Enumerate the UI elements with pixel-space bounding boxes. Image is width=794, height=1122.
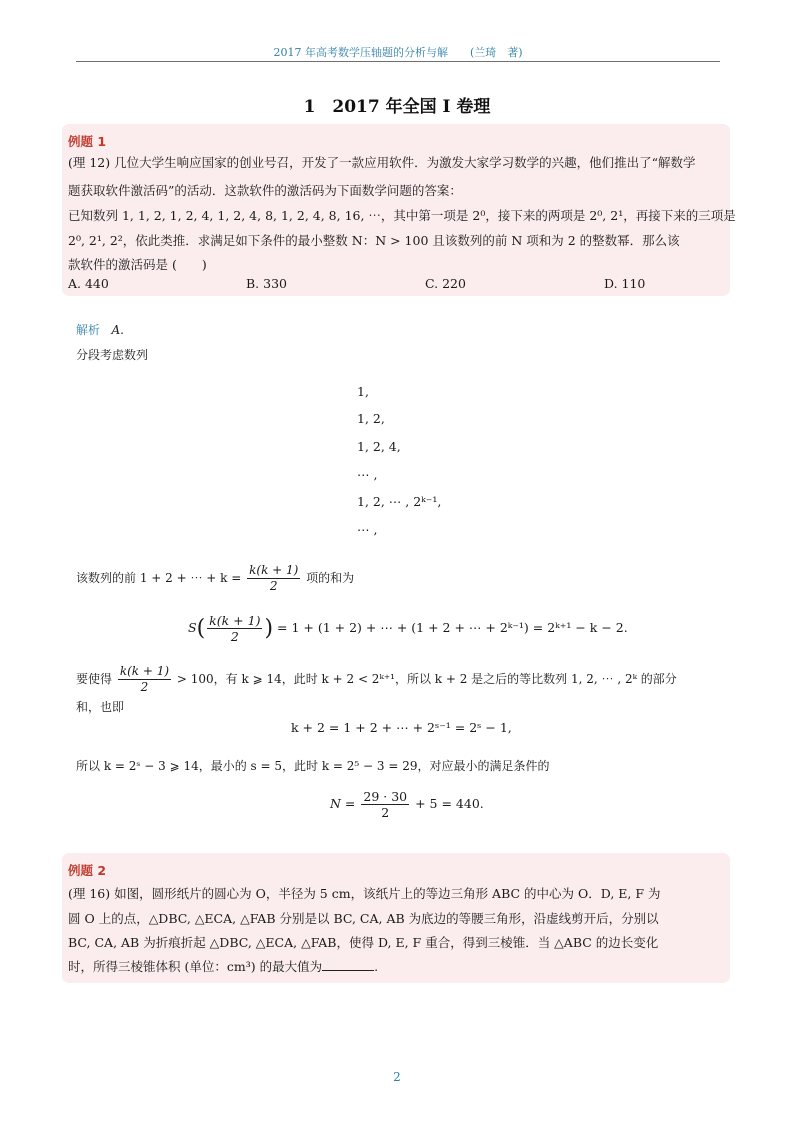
cond-pre: 要使得 [76,672,113,686]
example-1-line: 题获取软件激活码”的活动．这款软件的激活码为下面数学问题的答案： [68,183,462,198]
example-1-line: 2⁰, 2¹, 2²，依此类推．求满足如下条件的最小整数 N：N > 100 且该数列的前 N 项和为 2 的整数幂．那么该 [68,233,680,248]
display-row: 1, 2, ⋯ , 2ᵏ⁻¹, [357,494,442,509]
sum-sentence [76,563,354,594]
header-rule [76,61,720,62]
solution-answer: A. [111,323,124,337]
display-row: ⋯ , [357,522,378,537]
display-row: ⋯ , [357,467,378,482]
display-row: 1, 2, [357,411,385,426]
equation-answer [330,789,484,820]
example-2-line: 圆 O 上的点，△DBC, △ECA, △FAB 分别是以 BC, CA, AB 为底边的等腰三角形，沿虚线剪开后，分别以 [68,911,659,926]
example-2-line: BC, CA, AB 为折痕折起 △DBC, △ECA, △FAB，使得 D, E, F 重合，得到三棱锥．当 △ABC 的边长变化 [68,935,659,950]
fraction-denominator: 2 [140,680,149,694]
display-row: 1, 2, 4, [357,439,401,454]
example-1-line: (理 12) 几位大学生响应国家的创业号召，开发了一款应用软件．为激发大家学习数学的兴趣，他们推出了“解数学 [68,155,696,170]
fraction-denominator: 2 [230,629,239,644]
cond-fraction [118,664,171,695]
fraction-numerator: k(k + 1) [209,613,261,628]
last-line-post: . [374,959,379,974]
sum-sentence-pre: 该数列的前 1 + 2 + ⋯ + k = [76,571,242,585]
option-a: A. 440 [68,276,109,291]
option-b: B. 330 [246,276,287,291]
example-1-box [62,124,736,296]
example-1-line: 已知数列 1, 1, 2, 1, 2, 4, 1, 2, 4, 8, 1, 2, 4, 8, 16, ⋯，其中第一项是 2⁰，接下来的两项是 2⁰, 2¹，再接下来的三项是 [68,208,736,223]
example-2-label: 例题 2 [68,863,107,878]
conclusion-line: 所以 k = 2ˢ − 3 ⩾ 14，最小的 s = 5，此时 k = 2⁵ − 3 = 29，对应最小的满足条件的 [76,759,550,773]
eq1-fraction [207,613,262,644]
condition-sentence [76,664,677,695]
page-number: 2 [393,1070,401,1084]
example-2-line [68,957,378,975]
example-1-label: 例题 1 [68,134,107,149]
fraction-numerator: 29 · 30 [363,789,408,804]
equation-sum: S( $\frac{k(k + 1)}{2}$ ) = 1 + (1 + 2) + ⋯ + (1 + 2 + ⋯ + 2ᵏ⁻¹) = 2ᵏ⁺¹ − k − 2. [188,613,628,644]
option-c: C. 220 [425,276,466,291]
condition-line-2: 和，也即 [76,700,125,714]
sum-fraction [247,563,300,594]
display-row: 1, [357,384,369,399]
answer-blank [322,969,374,971]
fraction-numerator: k(k + 1) [119,664,170,678]
eq3-fraction [361,789,409,820]
fraction-denominator: 2 [269,579,278,593]
equation-geometric-sum: k + 2 = 1 + 2 + ⋯ + 2ˢ⁻¹ = 2ˢ − 1, [291,720,512,735]
eq1-post: = 1 + (1 + 2) + ⋯ + (1 + 2 + ⋯ + 2ᵏ⁻¹) = 2ᵏ⁺¹ − k − 2. [277,620,628,635]
solution-heading [76,321,124,338]
sum-sentence-post: 项的和为 [306,571,355,585]
fraction-denominator: 2 [381,805,390,820]
eq1-pre: S [188,620,197,635]
last-line-pre: 时，所得三棱锥体积 (单位：cm³) 的最大值为 [68,959,323,974]
fraction-numerator: k(k + 1) [249,563,299,577]
example-2-box [62,853,730,983]
solution-label: 解析 [76,323,101,337]
section-title: 1 2017 年全国 I 卷理 [303,97,491,117]
eq3-pre: N = [330,796,356,811]
example-2-line: (理 16) 如图，圆形纸片的圆心为 O，半径为 5 cm，该纸片上的等边三角形 ABC 的中心为 O．D, E, F 为 [68,886,661,901]
running-header: 2017 年高考数学压轴题的分析与解 (兰琦 著) [273,46,523,59]
option-d: D. 110 [604,276,646,291]
example-1-line: 款软件的激活码是 ( ) [68,257,207,272]
solution-intro: 分段考虑数列 [76,348,149,362]
cond-post: > 100，有 k ⩾ 14，此时 k + 2 < 2ᵏ⁺¹，所以 k + 2 是之后的等比数列 1, 2, ⋯ , 2ᵏ 的部分 [176,672,677,686]
eq3-post: + 5 = 440. [415,796,484,811]
